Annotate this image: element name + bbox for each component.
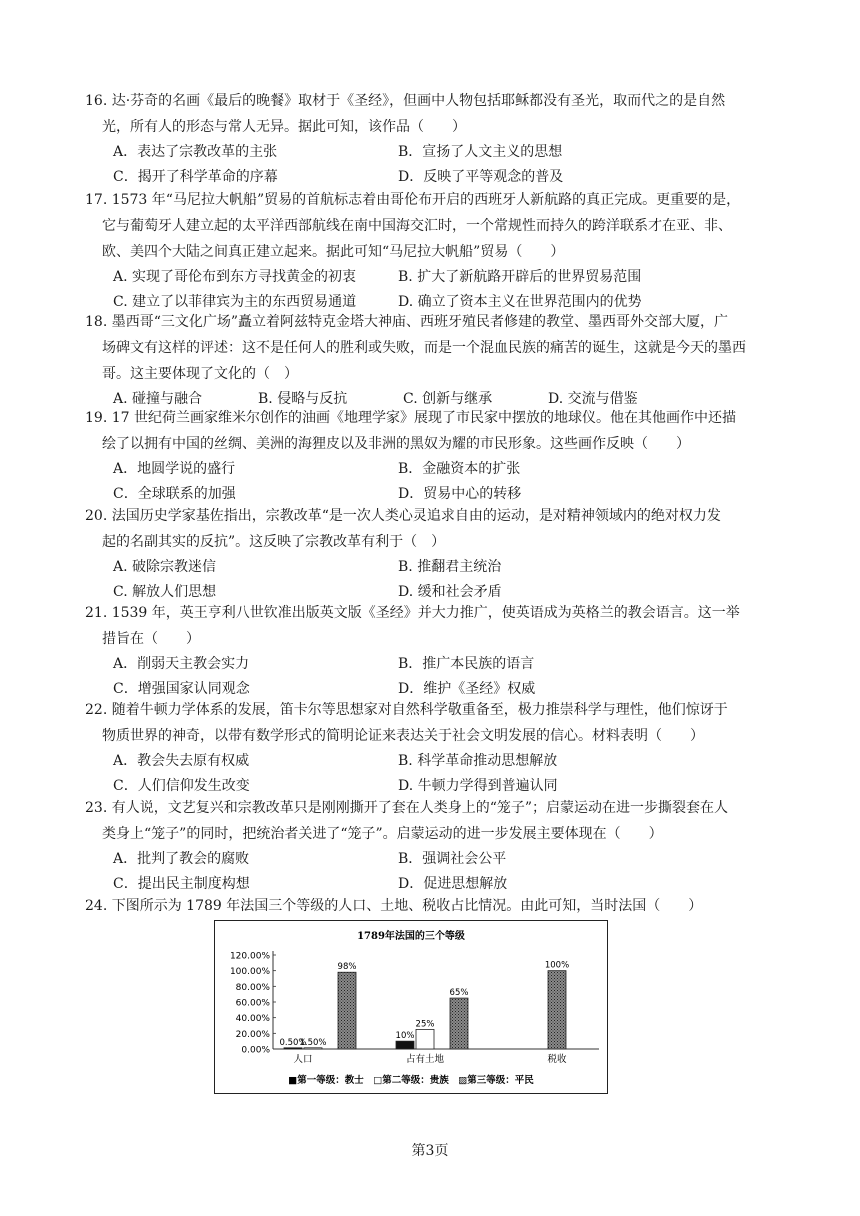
option-d: D. 交流与借鉴 bbox=[548, 391, 638, 407]
question-19 bbox=[85, 405, 785, 507]
option-c: C．提出民主制度构想 bbox=[113, 876, 250, 892]
x-tick-label: 税收 bbox=[547, 1054, 567, 1065]
question-stem-line: 类身上“笼子”的同时，把统治者关进了“笼子”。启蒙运动的进一步发展主要体现在（ ） bbox=[102, 826, 663, 842]
option-d: D. 牛顿力学得到普遍认同 bbox=[398, 778, 558, 794]
bar-chart bbox=[215, 921, 607, 1093]
y-tick-label: 0.00% bbox=[241, 1045, 270, 1056]
option-c: C. 建立了以菲律宾为主的东西贸易通道 bbox=[113, 294, 357, 310]
option-a: A. 碰撞与融合 bbox=[113, 391, 203, 407]
y-tick-label: 40.00% bbox=[235, 1014, 270, 1025]
question-21 bbox=[85, 600, 785, 702]
question-18 bbox=[85, 309, 785, 412]
option-c: C. 解放人们思想 bbox=[113, 584, 217, 600]
data-label: 25% bbox=[415, 1019, 435, 1030]
option-b: B. 扩大了新航路开辟后的世界贸易范围 bbox=[398, 269, 642, 285]
option-a: A. 实现了哥伦布到东方寻找黄金的初衷 bbox=[113, 269, 357, 285]
option-b: B．强调社会公平 bbox=[398, 851, 507, 867]
option-c: C．全球联系的加强 bbox=[113, 486, 236, 502]
data-label: 0.50% bbox=[279, 1037, 307, 1048]
y-tick-label: 100.00% bbox=[229, 967, 270, 978]
bar-3-2 bbox=[450, 998, 468, 1049]
option-a: A．削弱天主教会实力 bbox=[113, 656, 250, 672]
question-stem-line: 18. 墨西哥“三文化广场”矗立着阿兹特克金塔大神庙、西班牙殖民者修建的教堂、墨西哥外交部大厦，广 bbox=[85, 314, 729, 330]
x-tick-label: 人口 bbox=[293, 1054, 313, 1065]
option-b: B. 侵略与反抗 bbox=[258, 391, 348, 407]
y-tick-label: 80.00% bbox=[235, 982, 270, 993]
x-tick-label: 占有土地 bbox=[405, 1054, 445, 1065]
option-b: B. 推翻君主统治 bbox=[398, 559, 502, 575]
data-label: 1.50% bbox=[299, 1037, 327, 1048]
chart-figure bbox=[214, 920, 608, 1094]
question-stem-line: 22. 随着牛顿力学体系的发展，笛卡尔等思想家对自然科学敬重备至，极力推崇科学与理性，他们惊讶于 bbox=[85, 702, 728, 718]
y-tick-label: 60.00% bbox=[235, 998, 270, 1009]
chart-legend: ■第一等级：教士 □第二等级：贵族 ▨第三等级：平民 bbox=[288, 1075, 534, 1086]
option-c: C．人们信仰发生改变 bbox=[113, 778, 250, 794]
option-c: C．揭开了科学革命的序幕 bbox=[113, 169, 278, 185]
question-stem-line: 物质世界的神奇，以带有数学形式的简明论证来表达关于社会文明发展的信心。材料表明（ ） bbox=[102, 728, 704, 744]
question-stem-line: 23. 有人说，文艺复兴和宗教改革只是刚刚撕开了套在人类身上的“笼子”；启蒙运动在进一步撕裂套在人 bbox=[85, 800, 729, 816]
question-stem-line: 24. 下图所示为 1789 年法国三个等级的人口、土地、税收占比情况。由此可知，当时法国（ ） bbox=[85, 898, 703, 914]
option-a: A．批判了教会的腐败 bbox=[113, 851, 250, 867]
option-b: B. 科学革命推动思想解放 bbox=[398, 753, 558, 769]
bar-3-3 bbox=[548, 971, 566, 1049]
y-tick-label: 20.00% bbox=[235, 1029, 270, 1040]
option-b: B．宣扬了人文主义的思想 bbox=[398, 144, 563, 160]
question-23 bbox=[85, 795, 785, 897]
question-24 bbox=[85, 893, 785, 919]
option-d: D．促进思想解放 bbox=[398, 876, 508, 892]
option-a: A. 破除宗教迷信 bbox=[113, 559, 217, 575]
question-stem-line: 21. 1539 年，英王亨利八世钦准出版英文版《圣经》并大力推广，使英语成为英格兰的教会语言。这一举 bbox=[85, 605, 740, 621]
question-16 bbox=[85, 88, 785, 190]
question-20 bbox=[85, 503, 785, 605]
option-a: A．表达了宗教改革的主张 bbox=[113, 144, 278, 160]
data-label: 98% bbox=[337, 962, 357, 973]
question-stem-line: 20. 法国历史学家基佐指出，宗教改革“是一次人类心灵追求自由的运动，是对精神领域内的绝对权力发 bbox=[85, 508, 721, 524]
question-stem-line: 哥。这主要体现了文化的（ ） bbox=[102, 366, 298, 382]
option-d: D．维护《圣经》权威 bbox=[398, 681, 536, 697]
question-stem-line: 欧、美四个大陆之间真正建立起来。据此可知“马尼拉大帆船”贸易（ ） bbox=[102, 244, 565, 260]
option-c: C．增强国家认同观念 bbox=[113, 681, 250, 697]
question-stem-line: 场碑文有这样的评述：这不是任何人的胜利或失败，而是一个混血民族的痛苦的诞生，这就是今天的墨西 bbox=[102, 340, 746, 356]
data-label: 100% bbox=[544, 960, 570, 971]
question-22 bbox=[85, 697, 785, 799]
y-tick-label: 120.00% bbox=[229, 951, 270, 962]
option-d: D. 缓和社会矛盾 bbox=[398, 584, 502, 600]
question-stem-line: 17. 1573 年“马尼拉大帆船”贸易的首航标志着由哥伦布开启的西班牙人新航路的真正完成。更重要的是， bbox=[85, 192, 741, 208]
bar-3-1 bbox=[338, 972, 356, 1049]
bar-2-1 bbox=[304, 1048, 322, 1049]
option-a: A．教会失去原有权威 bbox=[113, 753, 250, 769]
question-stem-line: 19. 17 世纪荷兰画家维米尔创作的油画《地理学家》展现了市民家中摆放的地球仪。他在其他画作中还描 bbox=[85, 410, 736, 426]
option-d: D. 确立了资本主义在世界范围内的优势 bbox=[398, 294, 642, 310]
question-stem-line: 措旨在（ ） bbox=[102, 631, 200, 647]
option-d: D．反映了平等观念的普及 bbox=[398, 169, 564, 185]
question-stem-line: 光，所有人的形态与常人无异。据此可知，该作品（ ） bbox=[102, 119, 466, 135]
option-a: A．地圆学说的盛行 bbox=[113, 461, 236, 477]
option-b: B．金融资本的扩张 bbox=[398, 461, 521, 477]
bar-1-1 bbox=[284, 1048, 302, 1049]
data-label: 65% bbox=[449, 988, 469, 999]
option-b: B．推广本民族的语言 bbox=[398, 656, 535, 672]
bar-1-2 bbox=[396, 1041, 414, 1049]
question-stem-line: 16. 达·芬奇的名画《最后的晚餐》取材于《圣经》，但画中人物包括耶稣都没有圣光，取而代之的是自然 bbox=[85, 93, 726, 109]
question-stem-line: 起的名副其实的反抗”。这反映了宗教改革有利于（ ） bbox=[102, 534, 446, 550]
question-stem-line: 绘了以拥有中国的丝绸、美洲的海狸皮以及非洲的黑奴为耀的市民形象。这些画作反映（ ） bbox=[102, 436, 690, 452]
bar-2-2 bbox=[416, 1029, 434, 1049]
page-number: 第3页 bbox=[411, 1143, 449, 1159]
question-stem-line: 它与葡萄牙人建立起的太平洋西部航线在南中国海交汇时，一个常规性而持久的跨洋联系才在亚、非、 bbox=[102, 218, 732, 234]
option-d: D．贸易中心的转移 bbox=[398, 486, 522, 502]
data-label: 10% bbox=[395, 1031, 415, 1042]
question-17 bbox=[85, 187, 785, 315]
option-c: C. 创新与继承 bbox=[403, 391, 493, 407]
chart-title: 1789年法国的三个等级 bbox=[357, 931, 465, 942]
